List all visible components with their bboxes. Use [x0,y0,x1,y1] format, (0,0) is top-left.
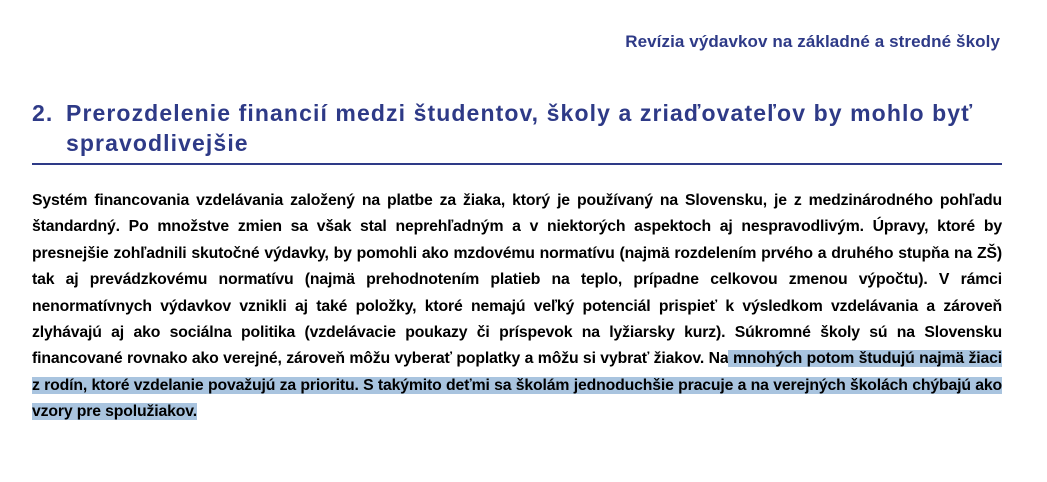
highlighted-selection: mnohých potom študujú najmä žiaci z rodín, ktoré vzdelanie považujú za prioritu. S takýmito deťmi sa školám jednoduchšie pracuje a na verejných školách chýbajú ako vzory pre spolužiakov. [32,350,1002,421]
paragraph-text: Systém financovania vzdelávania založený na platbe za žiaka, ktorý je používaný na Slovensku, je z medzinárodného pohľadu štandardný. Po množstve zmien sa však stal neprehľadným a v niektorých aspektoch aj nespravodlivým. Úpravy, ktoré by presnejšie zohľadnili skutočné výdavky, by pomohli ako mzdovému normatívu (najmä rozdelením prvého a druhého stupňa na ZŠ) tak aj prevádzkovému normatívu (najmä prehodnotením platieb na teplo, prípadne celkovou zmenou výpočtu). V rámci nenormatívnych výdavkov vznikli aj také položky, ktoré nemajú veľký potenciál prispieť k výsledkom vzdelávania a zároveň zlyhávajú aj ako sociálna politika (vzdelávacie poukazy či príspevok na lyžiarsky kurz). Súkromné školy sú na Slovensku financované rovnako ako verejné, zároveň môžu vyberať poplatky a môžu si vybrať žiakov. Na [32,192,1002,368]
section-title: Prerozdelenie financií medzi študentov, školy a zriaďovateľov by mohlo byť spravodlivejšie [66,100,974,156]
section-heading [32,98,1002,158]
body-paragraph [32,188,1002,426]
running-header-title: Revízia výdavkov na základné a stredné školy [625,32,1000,51]
section-number: 2. [32,100,54,126]
heading-divider [32,163,1002,165]
